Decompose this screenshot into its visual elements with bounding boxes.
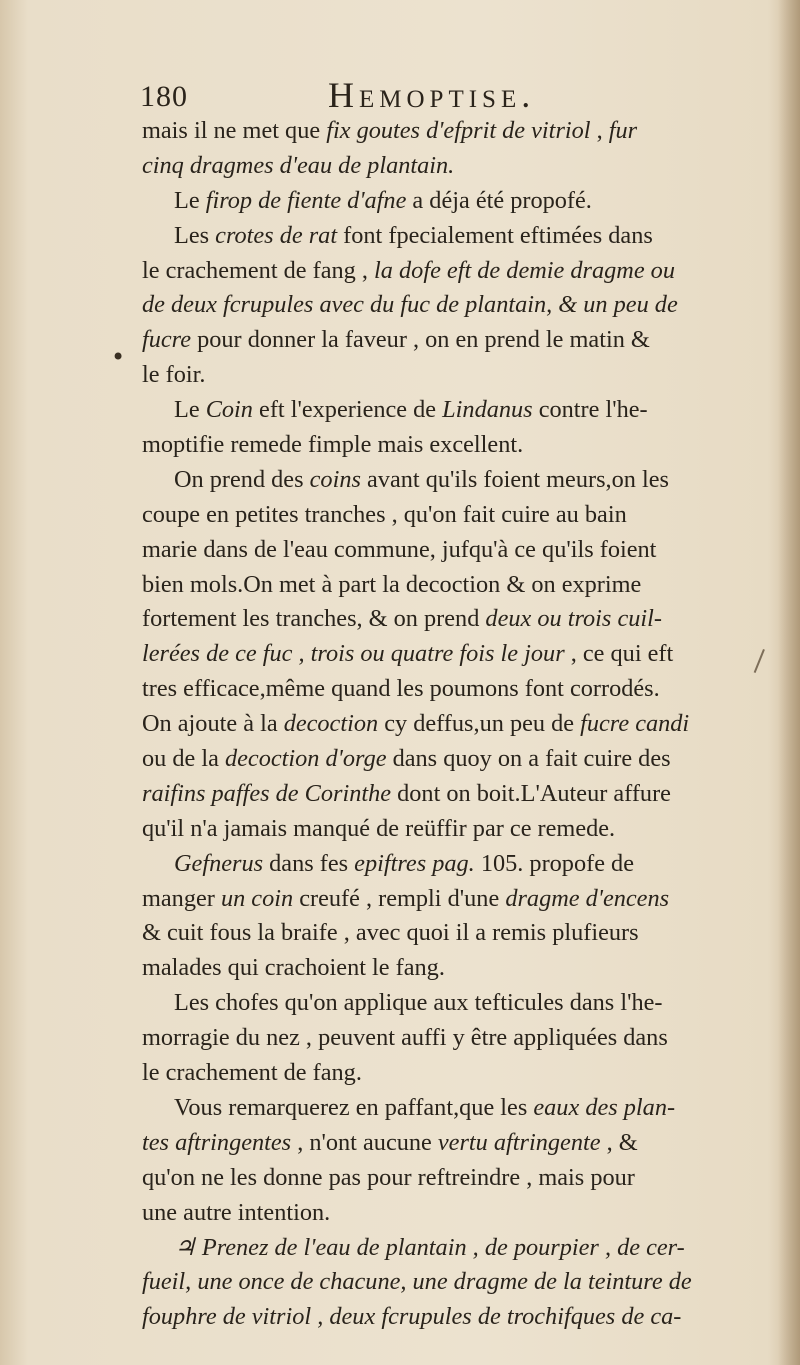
text-segment: fur (608, 117, 638, 144)
body-text (142, 114, 762, 1335)
text-segment: qu'il n'a jamais manqué de reüffir par ce remede. (142, 814, 616, 842)
text-segment: coins (309, 465, 361, 493)
text-line (142, 637, 762, 672)
text-segment: font fpecialement eftimées dans (337, 221, 653, 249)
text-segment: decoction d'orge (225, 745, 387, 773)
text-segment: malades qui crachoient le fang. (142, 954, 445, 982)
text-segment: dans quoy on a fait cuire des (386, 745, 671, 773)
text-segment: avant qu'ils foient meurs,on les (360, 465, 669, 493)
text-segment: le crachement de fang. (142, 1059, 362, 1087)
page-number: 180 (140, 80, 188, 113)
text-line (142, 393, 762, 428)
text-line (142, 1300, 762, 1335)
text-line (142, 1056, 762, 1091)
text-segment: & cuit fous la braife , avec quoi il a remis plufieurs (142, 919, 639, 947)
text-segment: bien mols.On met à part la decoction & on exprime (142, 570, 642, 598)
text-line (142, 742, 762, 777)
text-line (142, 1091, 762, 1126)
text-segment: fortement les tranches, & on prend (142, 605, 486, 633)
text-segment: fouphre de vitriol , deux fcrupules de trochifques de ca- (142, 1303, 682, 1331)
text-segment: dont on boit.L'Auteur affure (391, 779, 671, 807)
text-segment: Le (174, 186, 206, 214)
text-line (142, 707, 762, 742)
text-line (142, 777, 762, 812)
text-segment: Coin (205, 396, 253, 424)
page-edge-shadow (778, 0, 800, 1365)
text-line (142, 847, 762, 882)
text-segment: deux ou trois cuil- (485, 605, 662, 633)
text-line (142, 149, 762, 184)
text-line (142, 882, 762, 917)
text-segment: , ce qui eft (564, 640, 674, 668)
text-line (142, 1126, 762, 1161)
text-segment: vertu aftringente (437, 1128, 601, 1156)
text-segment: cy deffus,un peu de (378, 710, 581, 738)
text-segment: creufé , rempli d'une (293, 884, 506, 912)
text-line (142, 602, 762, 637)
text-segment: la dofe eft de demie dragme ou (374, 256, 675, 284)
text-segment: dragme d'encens (505, 884, 670, 912)
text-segment: manger (142, 884, 221, 912)
text-segment: le crachement de fang , (142, 256, 375, 284)
text-segment: ou de la (142, 745, 225, 773)
text-line (142, 323, 762, 358)
text-line (142, 254, 762, 289)
text-segment: marie dans de l'eau commune, jufqu'à ce qu'ils foient (142, 535, 657, 563)
text-line (142, 568, 762, 603)
text-line (142, 358, 762, 393)
text-line (142, 1196, 762, 1231)
text-segment: ♃ Prenez de l'eau de plantain , de pourpier , de cer- (174, 1233, 685, 1261)
text-segment: , & (600, 1128, 638, 1156)
text-segment: raifins paffes de Corinthe (142, 779, 392, 807)
text-segment: Les (174, 221, 216, 249)
text-segment: , n'ont aucune (291, 1128, 438, 1156)
text-segment: Les chofes qu'on applique aux tefticules dans l'he- (174, 989, 663, 1017)
text-segment: decoction (283, 710, 379, 738)
text-line (142, 1231, 762, 1266)
text-line (142, 533, 762, 568)
text-segment: a déja été propofé. (406, 186, 592, 214)
text-segment: tes aftringentes (142, 1128, 292, 1156)
text-segment: , (590, 117, 609, 144)
text-line (142, 288, 762, 323)
text-line (142, 463, 762, 498)
text-segment: fucre candi (580, 710, 690, 738)
text-segment: Vous remarquerez en paffant,que les (174, 1093, 534, 1121)
text-line (142, 916, 762, 951)
text-line (142, 812, 762, 847)
text-line (142, 1265, 762, 1300)
text-segment: firop de fiente d'afne (205, 186, 407, 214)
text-line (142, 986, 762, 1021)
text-segment: 105. propofe de (474, 849, 634, 877)
text-line (142, 428, 762, 463)
text-segment: tres efficace,même quand les poumons font corrodés. (142, 675, 660, 703)
text-segment: cinq dragmes d'eau de plantain. (142, 151, 455, 179)
text-segment: On ajoute à la (142, 710, 284, 738)
text-segment: Le (174, 396, 206, 424)
text-segment: une autre intention. (142, 1198, 331, 1226)
text-segment: lerées de ce fuc , trois ou quatre fois le jour (142, 640, 565, 668)
text-segment: eft l'experience de (252, 396, 443, 424)
text-segment: le foir. (142, 361, 206, 389)
text-line (142, 219, 762, 254)
text-segment: morragie du nez , peuvent auffi y être appliquées dans (142, 1024, 668, 1052)
text-segment: crotes de rat (215, 221, 338, 249)
text-segment: Gefnerus (174, 849, 264, 877)
text-line (142, 672, 762, 707)
text-line (142, 1021, 762, 1056)
text-segment: moptifie remede fimple mais excellent. (142, 431, 524, 459)
text-line (142, 1161, 762, 1196)
text-segment: Lindanus (442, 396, 533, 424)
text-segment: contre l'he- (532, 396, 648, 424)
text-line (142, 498, 762, 533)
text-segment: pour donner la faveur , on en prend le matin & (191, 326, 650, 354)
text-segment: qu'on ne les donne pas pour reftreindre , mais pour (142, 1163, 635, 1191)
margin-mark: • (111, 343, 126, 371)
text-segment: epiftres pag. (354, 849, 475, 877)
text-segment: On prend des (174, 465, 310, 493)
text-segment: fucre (142, 326, 192, 354)
text-segment: fix goutes d'efprit de vitriol (326, 117, 591, 144)
text-segment: eaux des plan- (533, 1093, 676, 1121)
text-line (142, 184, 762, 219)
text-segment: fueil, une once de chacune, une dragme de la teinture de (142, 1268, 692, 1296)
text-segment: mais il ne met que (142, 117, 327, 144)
text-segment: de deux fcrupules avec du fuc de plantain, & un peu de (142, 291, 678, 319)
running-head: Hemoptise. (328, 75, 536, 115)
text-segment: coupe en petites tranches , qu'on fait cuire au bain (142, 500, 627, 528)
text-segment: dans fes (263, 849, 355, 877)
text-line (142, 114, 762, 149)
text-line (142, 951, 762, 986)
text-segment: un coin (220, 884, 294, 912)
